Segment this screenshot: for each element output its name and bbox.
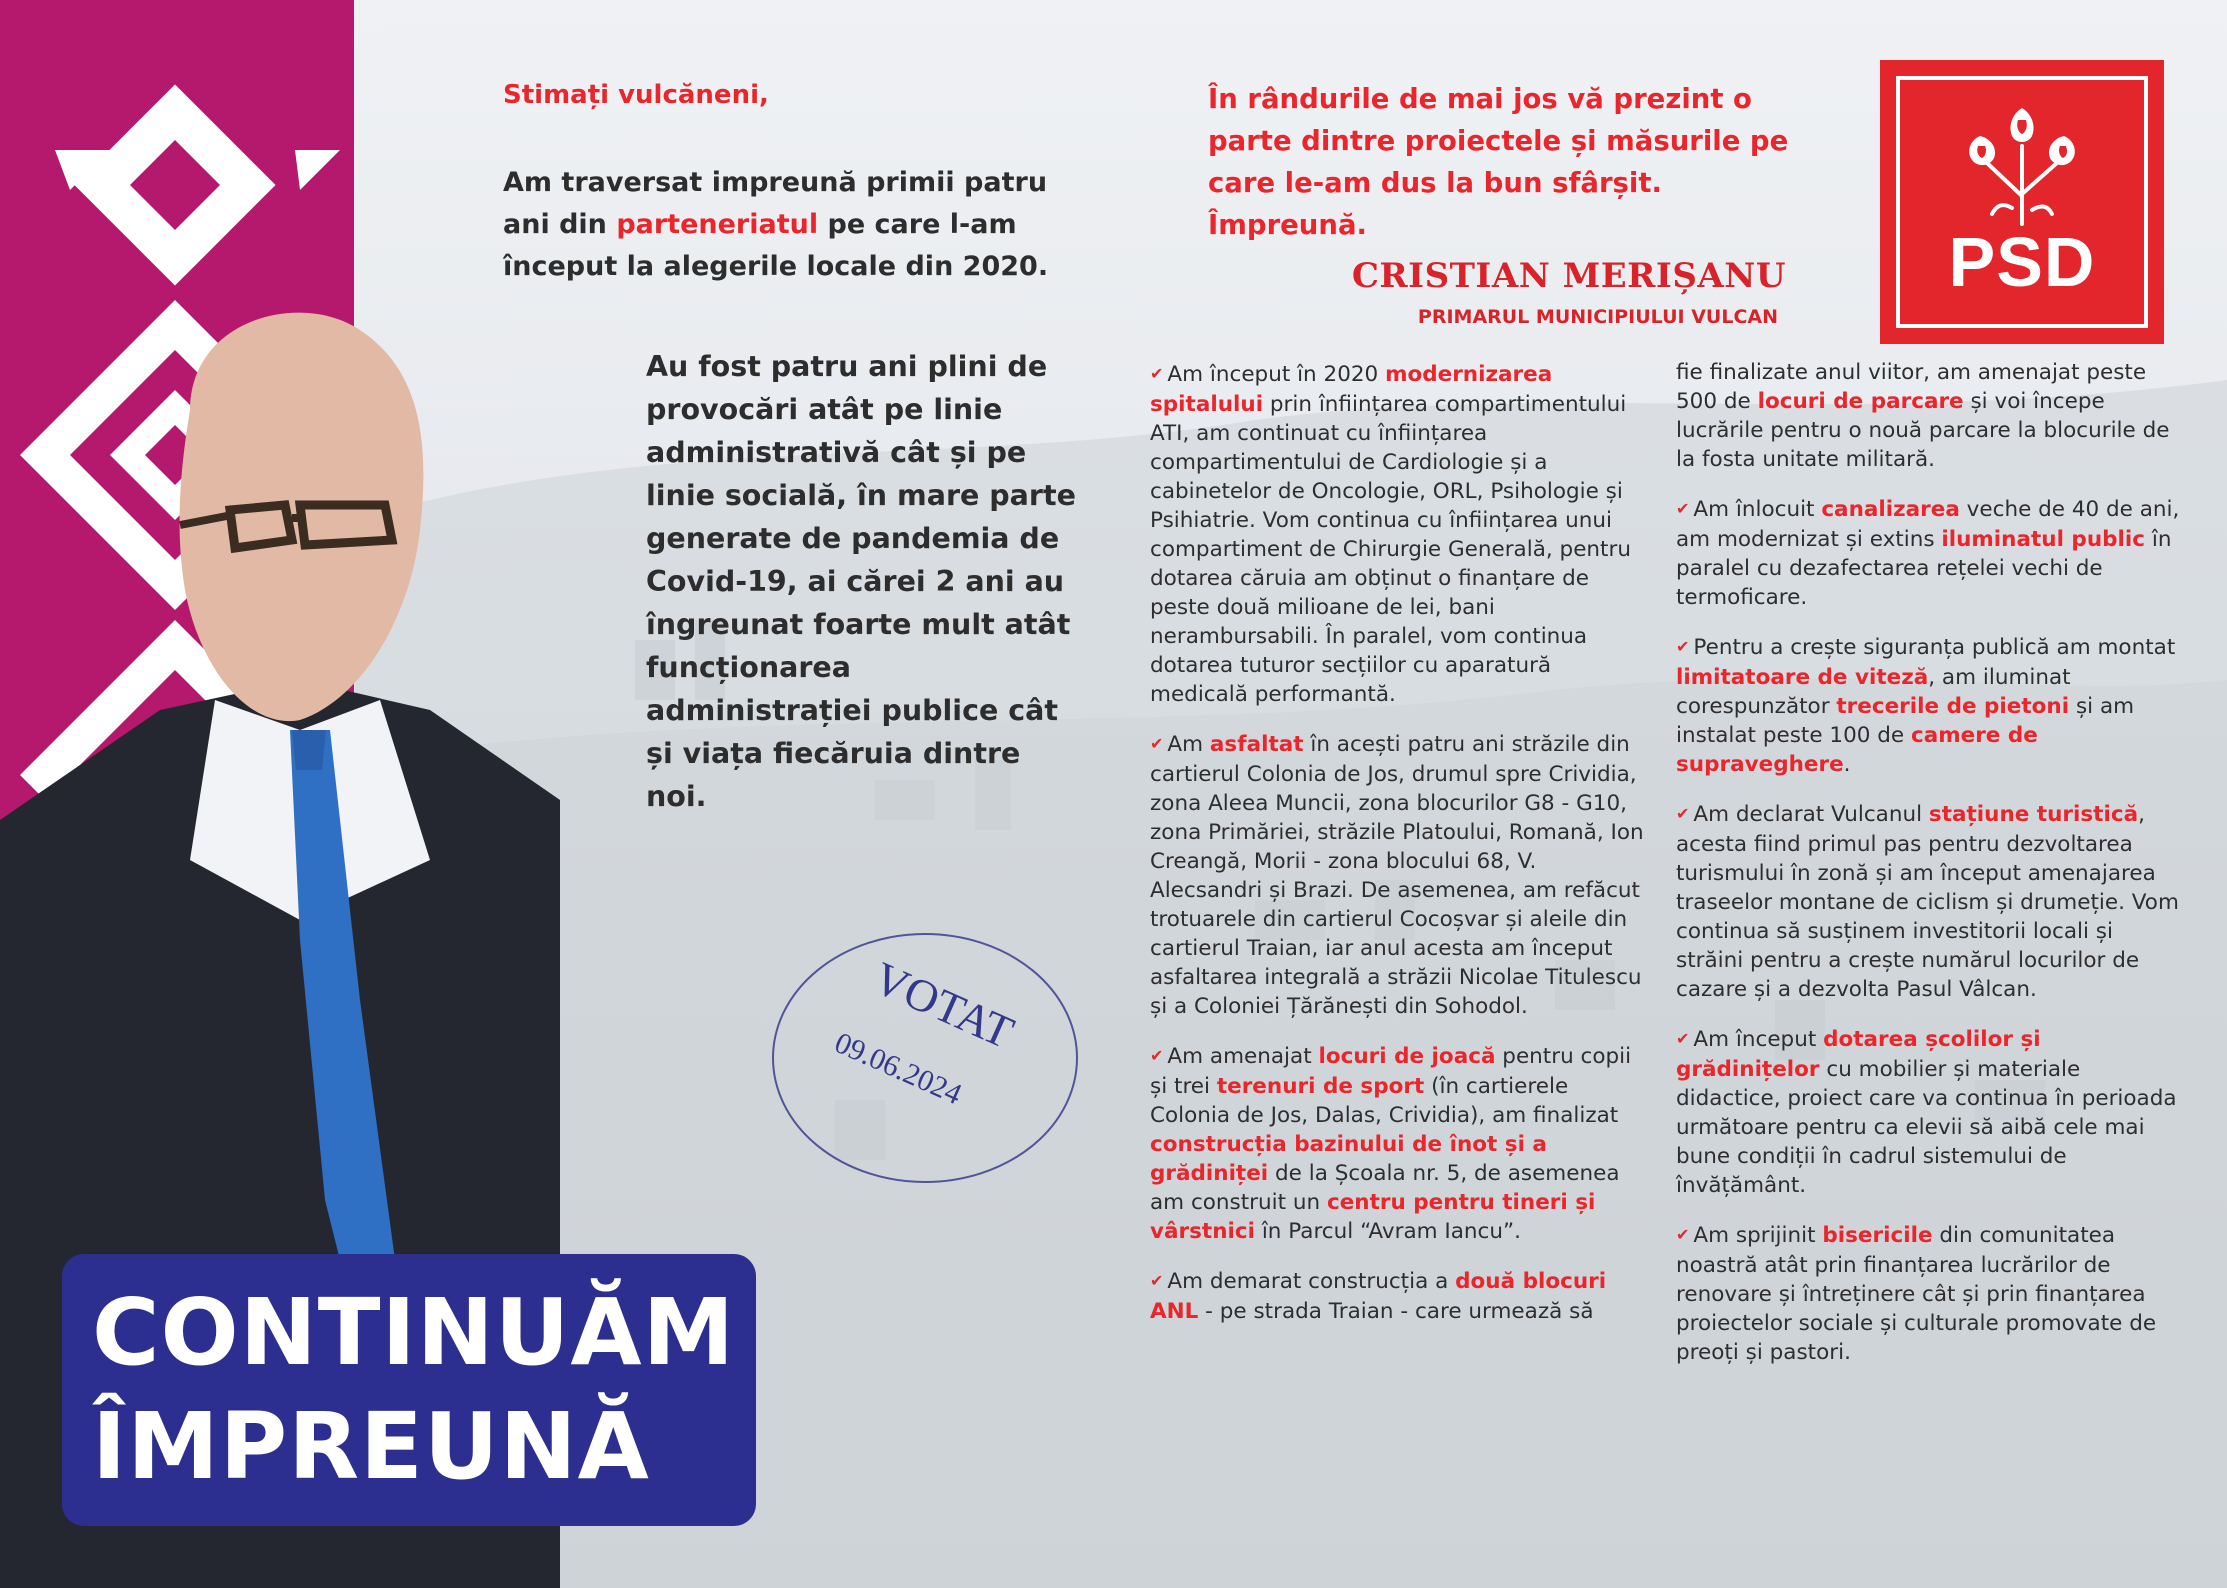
highlighted-phrase: limitatoare de viteză [1676,665,1929,690]
greeting: Stimați vulcăneni, [503,80,769,110]
highlighted-phrase: trecerile de pietoni [1836,694,2070,719]
paragraph-text: . [1843,752,1851,777]
highlighted-phrase: camere de supraveghere [1676,723,2038,777]
paragraph-text: prin înființarea compartimentului ATI, am continuat cu înființarea compartimentului de Cardiologie și a cabinetelor de Oncologie, ORL, Psihologie și Psihiatrie. Vom continua cu înființarea unui compartiment de Chirurgie Generală, pentru dotarea căruia am obținut o finanțare de peste două milioane de lei, bani nerambursabili. În paralel, vom continua dotarea tuturor secțiilor cu aparatură medicală performantă. [1150,392,1631,707]
intro-text-after: pe care l-am început la alegerile locale din 2020. [503,209,1049,282]
checkmark-icon: ✔ [1150,1046,1164,1065]
paragraph-text: veche de 40 de ani, am modernizat și extins [1676,497,2180,552]
checkmark-icon: ✔ [1676,637,1690,656]
highlighted-phrase: stațiune turistică [1928,802,2139,827]
checkmark-icon: ✔ [1676,804,1690,823]
roses-icon [1956,106,2088,226]
project-paragraph [1676,495,2186,612]
paragraph-text: și voi începe lucrările pentru o nouă parcare la blocurile de la fosta unitate militară. [1676,389,2170,472]
highlighted-phrase: construcția bazinului de înot și a grădiniței [1150,1132,1547,1186]
projects-column-2 [1676,358,2186,1388]
headline: În rândurile de mai jos vă prezint o parte dintre proiectele și măsurile pe care le-am dus la bun sfârșit. Împreună. [1208,83,1789,241]
project-paragraph [1150,360,1650,709]
project-paragraph [1676,1221,2186,1367]
intro-highlight: parteneriatul [616,209,819,240]
highlighted-phrase: iluminatul public [1941,527,2146,552]
paragraph-text: , acesta fiind primul pas pentru dezvoltarea turismului în zonă și am început amenajarea traseelor montane de ciclism și drumeție. Vom continua să susținem investitorii locali și străini pentru a crește numărul locurilor de cazare și a dezvolta Pasul Vâlcan. [1676,802,2179,1002]
paragraph-text: Am început în 2020 [1167,362,1386,387]
checkmark-icon: ✔ [1150,734,1164,753]
stamp-word: VOTAT [866,951,1022,1059]
highlighted-phrase: bisericile [1822,1223,1933,1248]
project-paragraph [1150,1267,1650,1326]
checkmark-icon: ✔ [1676,1225,1690,1244]
highlighted-phrase: centru pentru tineri și vârstnici [1150,1190,1596,1244]
slogan-banner [62,1254,756,1526]
paragraph-text: în paralel cu dezafectarea rețelei vechi de termoficare. [1676,527,2172,610]
paragraph-text: Am înlocuit [1693,497,1822,522]
paragraph-text: din comunitatea noastră atât prin finanțarea lucrărilor de renovare și întreținere cât și prin finanțarea proiectelor sociale și culturale promovate de preoți și pastori. [1676,1223,2157,1365]
intro-paragraph-1 [503,162,1083,288]
paragraph-text: fie finalizate anul viitor, am amenajat peste 500 de [1676,360,2147,414]
highlighted-phrase: dotarea școlilor și grădinițelor [1676,1027,2041,1082]
checkmark-icon: ✔ [1676,499,1690,518]
paragraph-text: Am demarat construcția a [1167,1269,1456,1294]
paragraph-text: Pentru a crește siguranța publică am montat [1693,635,2176,660]
paragraph-text: și am instalat peste 100 de [1676,694,2135,748]
project-paragraph [1150,1042,1650,1246]
logo-text: PSD [1948,223,2096,301]
project-paragraph [1150,730,1650,1021]
paragraph-text: pentru copii și trei [1150,1044,1632,1099]
checkmark-icon: ✔ [1150,1271,1164,1290]
highlighted-phrase: locuri de joacă [1318,1044,1496,1069]
mayor-name: CRISTIAN MERIȘANU [1351,256,1786,296]
slogan-line-1: CONTINUĂM [92,1279,736,1386]
votat-stamp [766,926,1084,1190]
paragraph-text: cu mobilier și materiale didactice, proiect care va continua în perioada următoare pentru ca elevii să aibă cele mai bune condiții în cadrul sistemului de învățământ. [1676,1057,2177,1198]
paragraph-text: Am [1167,732,1210,757]
paragraph-text: de la Școala nr. 5, de asemenea am construit un [1150,1161,1620,1215]
paragraph-text: (în cartierele Colonia de Jos, Dalas, Crividia), am finalizat [1150,1074,1619,1128]
stamp-date: 09.06.2024 [829,1026,967,1112]
paragraph-text: Am început [1693,1027,1824,1052]
paragraph-text: , am iluminat corespunzător [1676,665,2071,719]
projects-column-1 [1150,360,1650,1347]
paragraph-text: Am declarat Vulcanul [1693,802,1929,827]
highlighted-phrase: modernizarea spitalului [1150,362,1553,417]
highlighted-phrase: asfaltat [1209,732,1304,757]
project-paragraph [1676,1025,2186,1200]
paragraph-text: Am sprijinit [1693,1223,1823,1248]
project-paragraph [1676,358,2186,474]
highlighted-phrase: locuri de parcare [1757,389,1964,414]
paragraph-text: - pe strada Traian - care urmează să [1198,1299,1594,1324]
project-paragraph [1676,800,2186,1004]
highlighted-phrase: două blocuri ANL [1150,1269,1607,1324]
checkmark-icon: ✔ [1150,364,1164,383]
mayor-title: PRIMARUL MUNICIPIULUI VULCAN [1417,306,1778,328]
highlighted-phrase: terenuri de sport [1216,1074,1425,1099]
project-paragraph [1676,633,2186,779]
intro-text-before: Am traversat impreună primii patru ani din [503,167,1048,240]
psd-logo [1880,60,2164,344]
paragraph-text: în Parcul “Avram Iancu”. [1255,1219,1521,1244]
paragraph-text: Am amenajat [1167,1044,1319,1069]
slogan-line-2: ÎMPREUNĂ [92,1393,650,1500]
intro-paragraph-2: Au fost patru ani plini de provocări atât pe linie administrativă cât și pe linie socială, în mare parte generate de pandemia de Covid-19, ai cărei 2 ani au îngreunat foarte mult atât funcționarea administrației publice cât și viața fiecăruia dintre noi. [646,350,1076,813]
highlighted-phrase: canalizarea [1821,497,1960,522]
paragraph-text: în acești patru ani străzile din cartierul Colonia de Jos, drumul spre Crividia, zona Aleea Muncii, zona blocurilor G8 - G10, zona Primăriei, străzile Platoului, Romană, Ion Creangă, Morii - zona blocului 68, V. Alecsandri și Brazi. De asemenea, am refăcut trotuarele din cartierul Cocoșvar și aleile din cartierul Traian, iar anul acesta am început asfaltarea integrală a străzii Nicolae Titulescu și a Coloniei Țărănești din Sohodol. [1150,732,1644,1019]
checkmark-icon: ✔ [1676,1029,1690,1048]
